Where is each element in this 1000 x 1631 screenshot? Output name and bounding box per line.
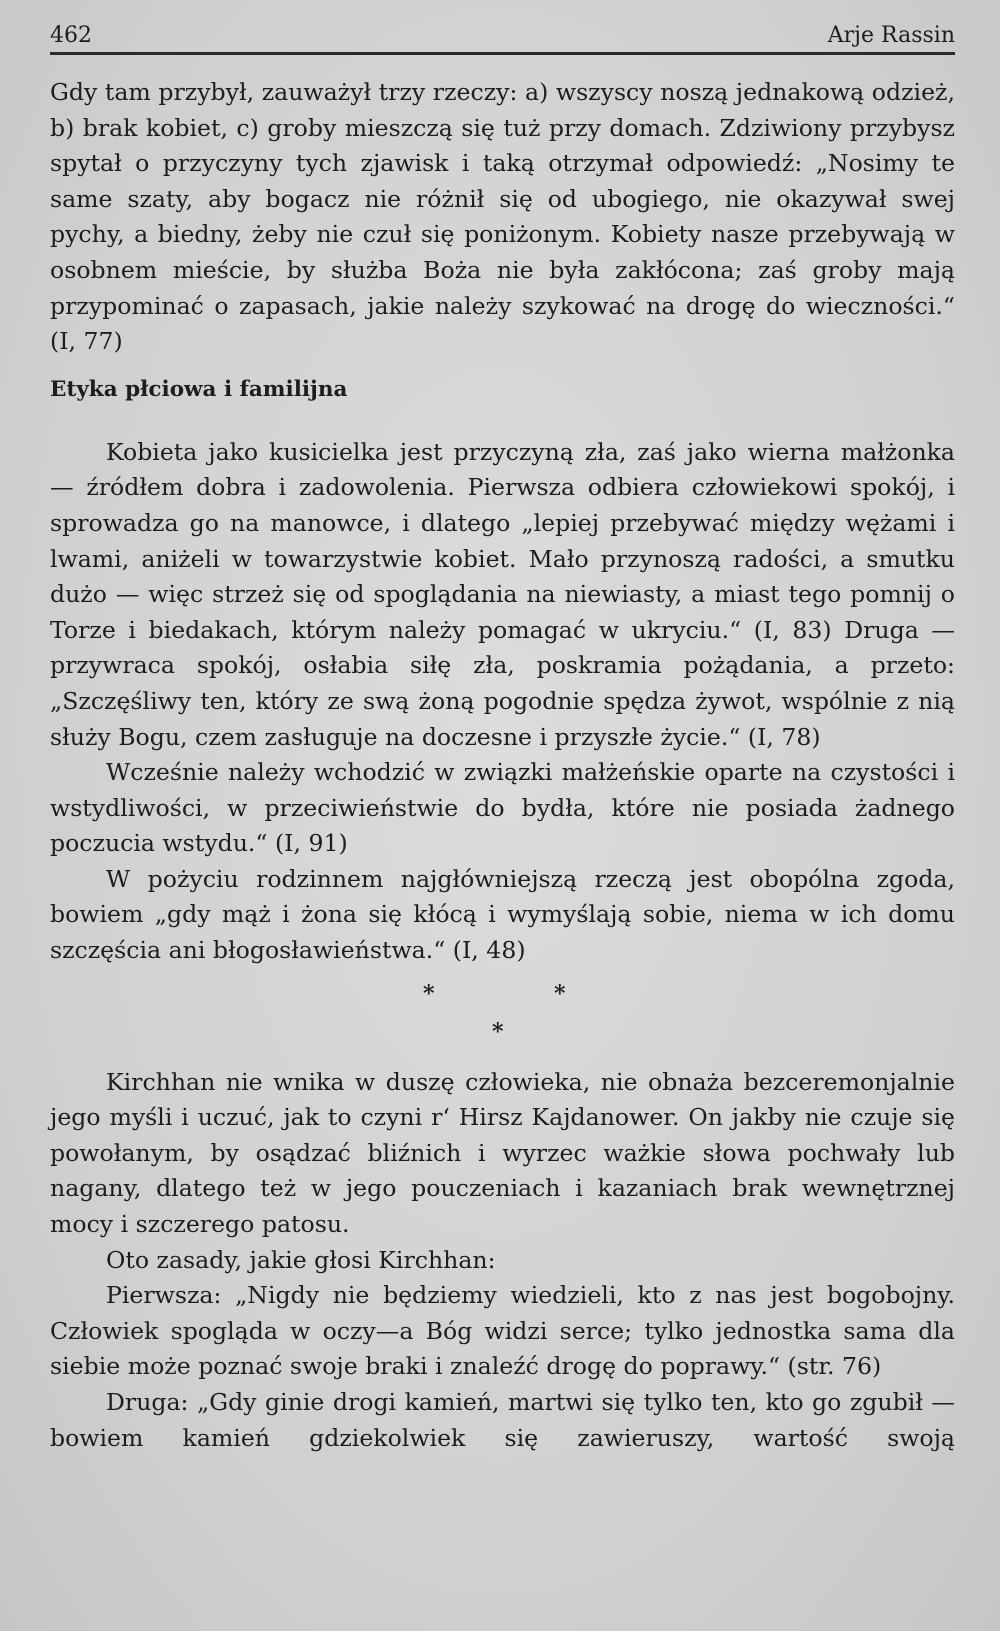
section-separator — [50, 969, 955, 1065]
paragraph: Pierwsza: „Nigdy nie będziemy wiedzieli, kto z nas jest bogobojny. Człowiek spogląda w oczy—a Bóg widzi serce; tylko jednostka sama dla siebie może poznać swoje braki i znaleźć drogę do poprawy.“ (str. 76) — [50, 1281, 955, 1381]
page-header — [50, 18, 955, 52]
paragraph: Gdy tam przybył, zauważył trzy rzeczy: a) wszyscy noszą jednakową odzież, b) brak kobiet, c) groby mieszczą się tuż przy domach. Zdziwiony przybysz spytał o przyczyny tych zjawisk i taką otrzymał odpowiedź: „Nosimy te same szaty, aby bogacz nie różnił się od ubogiego, nie okazywał swej pychy, a biedny, żeby nie czuł się poniżonym. Kobiety nasze przebywają w osobnem mieście, by służba Boża nie była zakłócona; zaś groby mają przypominać o zapasach, jakie należy szykować na drogę do wieczności.“ (I, 77) — [50, 78, 955, 356]
paragraph: Kobieta jako kusicielka jest przyczyną zła, zaś jako wierna małżonka — źródłem dobra i zadowolenia. Pierwsza odbiera człowiekowi spokój, i sprowadza go na manowce, i dlatego „lepiej przebywać między wężami i lwami, aniżeli w towarzystwie kobiet. Mało przynoszą radości, a smutku dużo — więc strzeż się od spoglądania na niewiasty, a miast tego pomnij o Torze i biedakach, którym należy pomagać w ukryciu.“ (I, 83) Druga — przywraca spokój, osłabia siłę zła, poskramia pożądania, a przeto: „Szczęśliwy ten, który ze swą żoną pogodnie spędza żywot, wspólnie z nią służy Bogu, czem zasługuje na doczesne i przyszłe życie.“ (I, 78) — [50, 437, 955, 751]
paragraph: W pożyciu rodzinnem najgłówniejszą rzeczą jest obopólna zgoda, bowiem „gdy mąż i żona się kłócą i wymyślają sobie, niema w ich domu szczęścia ani błogosławieństwa.“ (I, 48) — [50, 864, 955, 965]
paragraph: Oto zasady, jakie głosi Kirchhan: — [106, 1245, 496, 1274]
page-number: 462 — [50, 23, 92, 48]
asterisk: * — [554, 980, 566, 1007]
paragraph: Druga: „Gdy ginie drogi kamień, martwi się tylko ten, kto go zgubił — bowiem kamień gdziekolwiek się zawieruszy, wartość swoją — [50, 1388, 955, 1452]
asterisk: * — [492, 1018, 504, 1045]
book-page — [50, 18, 955, 1456]
paragraph: Wcześnie należy wchodzić w związki małżeńskie oparte na czystości i wstydliwości, w przeciwieństwie do bydła, które nie posiada żadnego poczucia wstydu.“ (I, 91) — [50, 758, 955, 858]
paragraph: Kirchhan nie wnika w duszę człowieka, nie obnaża bezceremonjalnie jego myśli i uczuć, jak to czyni r‘ Hirsz Kajdanower. On jakby nie czuje się powołanym, by osądzać bliźnich i wyrzec ważkie słowa pochwały lub nagany, dlatego też w jego pouczeniach i kazaniach brak wewnętrznej mocy i szczerego patosu. — [50, 1067, 955, 1239]
header-rule — [50, 52, 955, 55]
asterisk: * — [423, 980, 435, 1007]
running-title: Arje Rassin — [827, 23, 955, 48]
section-heading: Etyka płciowa i familijna — [50, 376, 348, 402]
